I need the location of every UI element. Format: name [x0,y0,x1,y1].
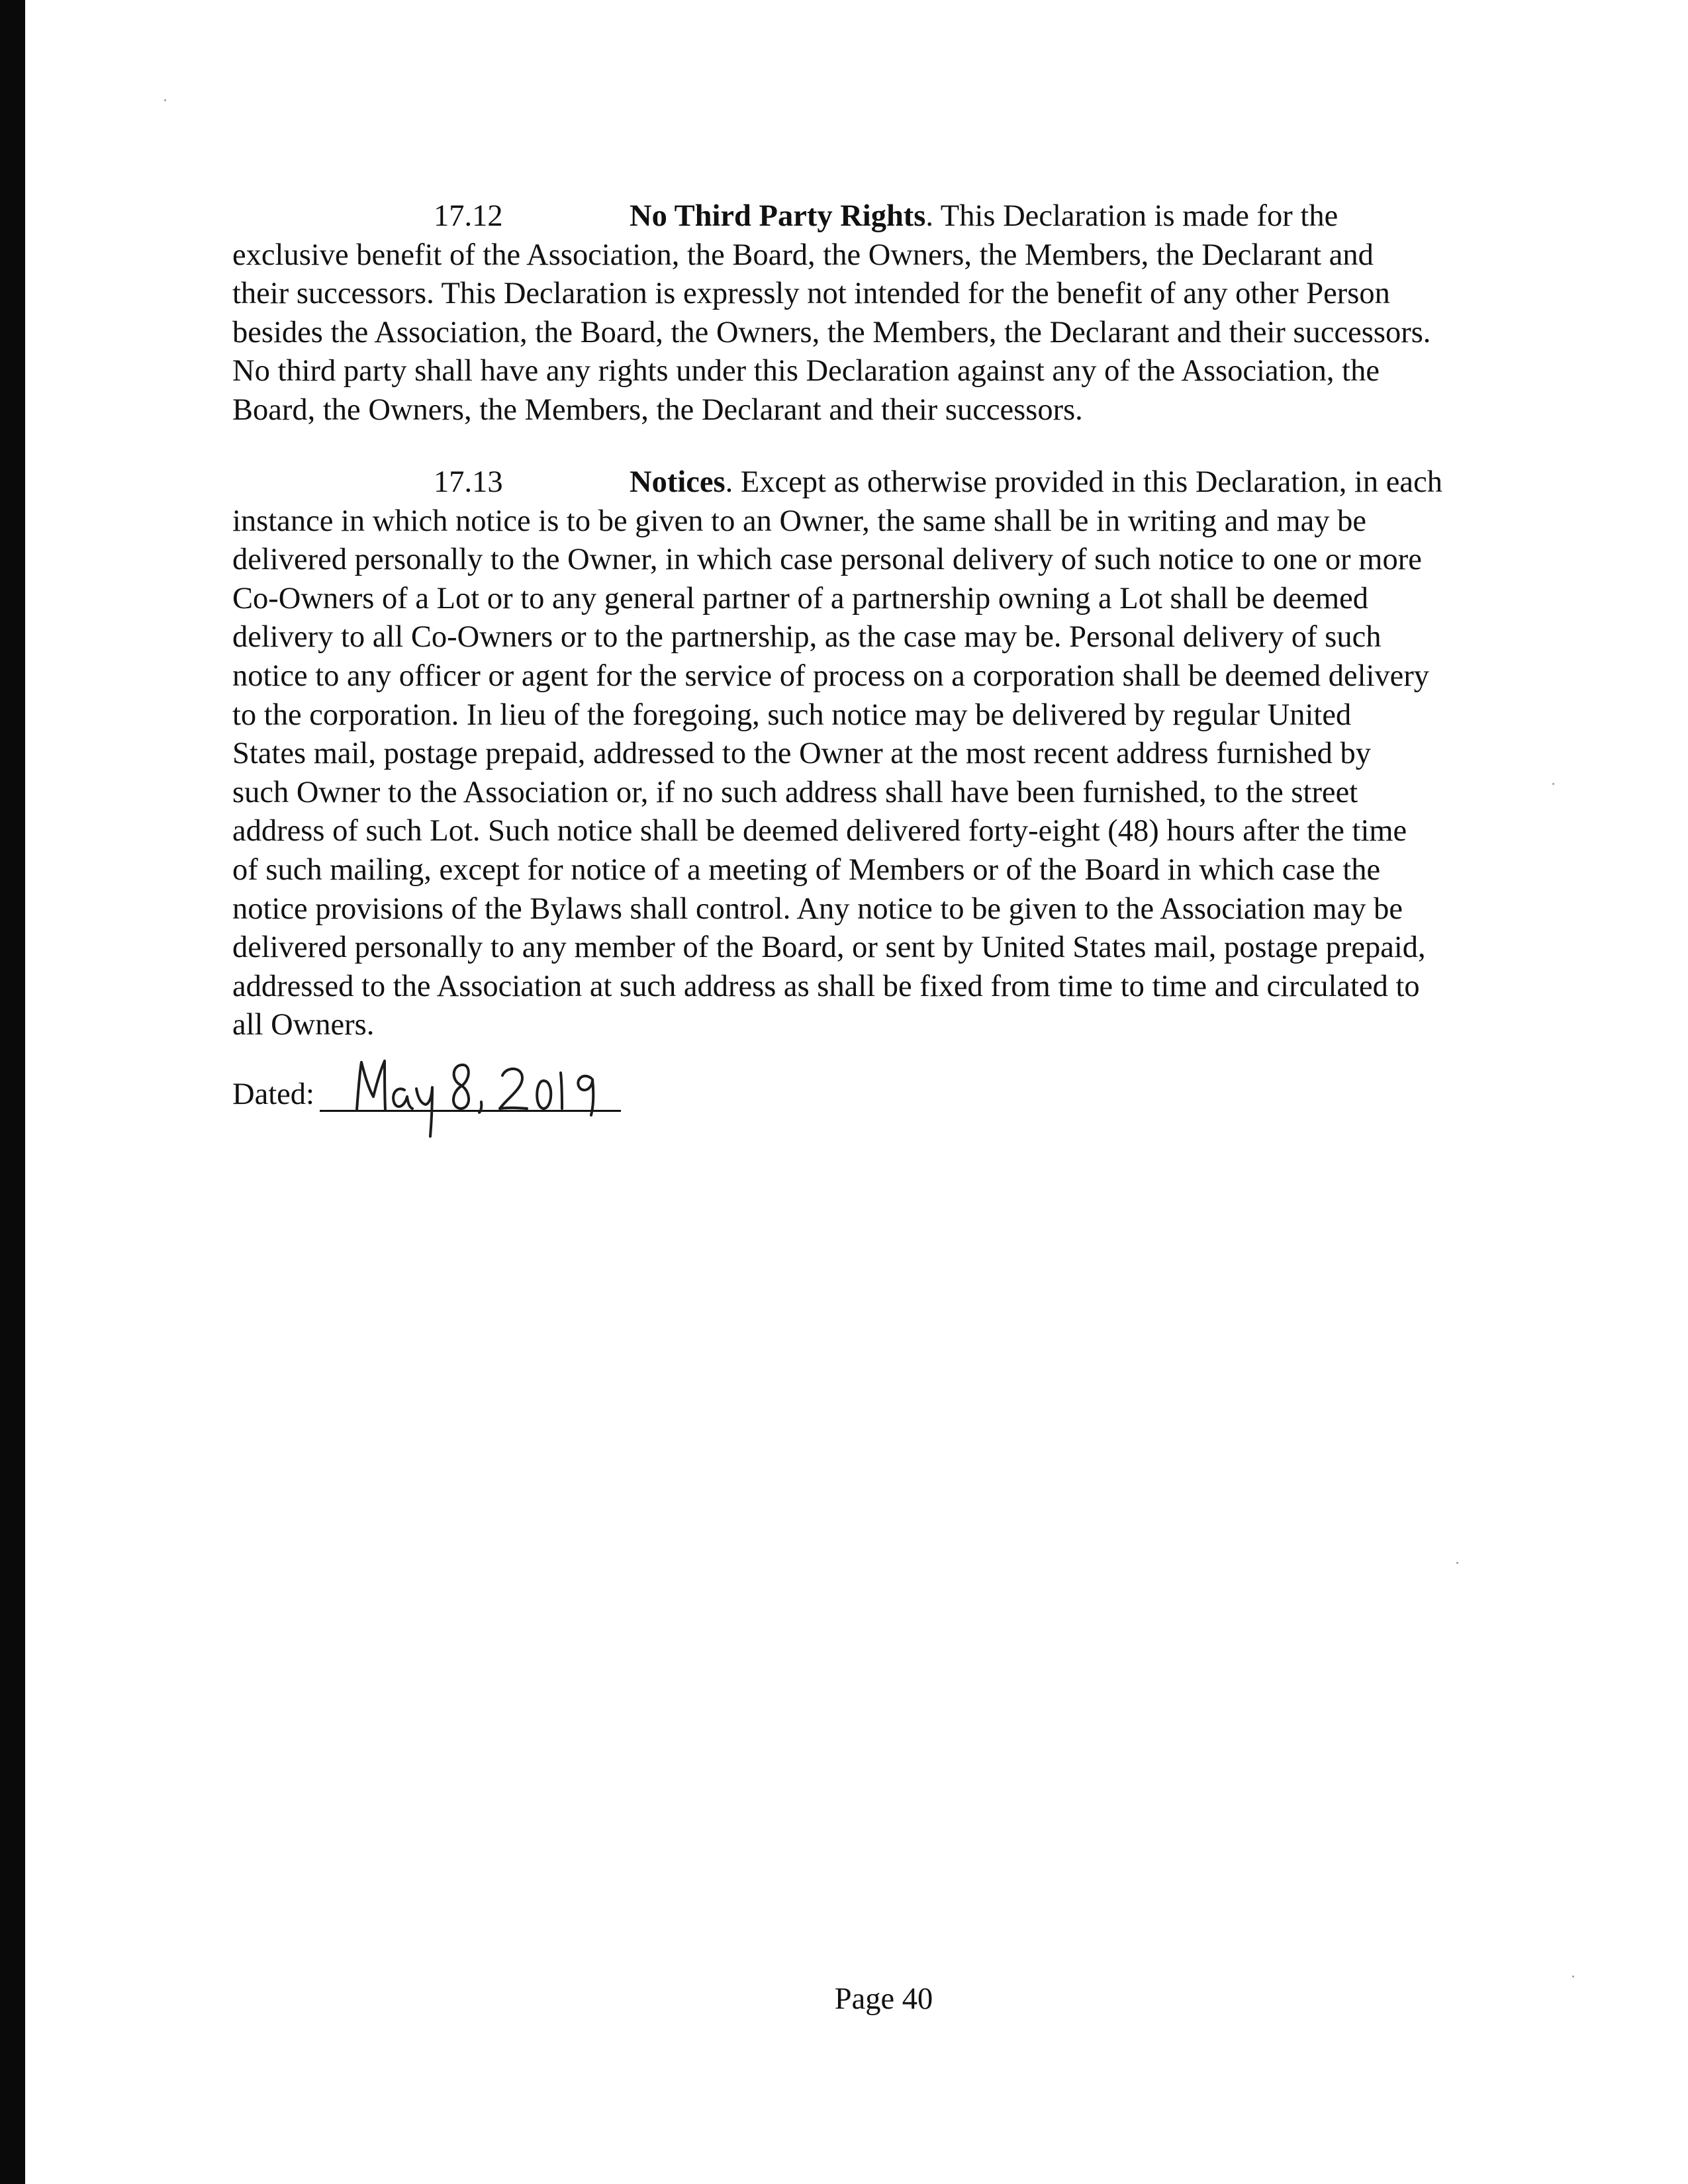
scan-edge-bar [0,0,25,2184]
section-number: 17.12 [434,199,503,233]
section-first-line-text: . Except as otherwise provided in this Declaration, in each [725,465,1442,499]
text-line: notice to any officer or agent for the service of process on a corporation shall be deemed delivery [232,659,1430,693]
section-17-12 [232,197,1530,430]
section-heading: No Third Party Rights [630,199,926,233]
text-line: exclusive benefit of the Association, the Board, the Owners, the Members, the Declarant and [232,238,1374,272]
text-line: delivered personally to the Owner, in which case personal delivery of such notice to one or more [232,543,1422,577]
text-line: States mail, postage prepaid, addressed to the Owner at the most recent address furnished by [232,737,1372,771]
dated-label: Dated: [232,1077,314,1111]
handwritten-date [352,1056,616,1142]
page-number: Page 40 [834,1982,933,2016]
section-first-line-text: . This Declaration is made for the [925,199,1338,233]
scan-speck [164,99,166,101]
section-17-12-first-line [232,197,1530,236]
text-line: notice provisions of the Bylaws shall control. Any notice to be given to the Association may be [232,891,1403,926]
section-number: 17.13 [434,465,503,499]
section-17-13-first-line [232,463,1530,502]
dated-field [232,1056,762,1128]
text-line: instance in which notice is to be given to an Owner, the same shall be in writing and may be [232,504,1367,538]
scan-speck [1552,783,1554,785]
text-line: delivery to all Co-Owners or to the partnership, as the case may be. Personal delivery of such [232,620,1382,655]
page-footer [0,1980,1688,2019]
scan-speck [1456,1562,1458,1564]
text-line: No third party shall have any rights under this Declaration against any of the Association, the [232,354,1380,388]
text-line: Co-Owners of a Lot or to any general partner of a partnership owning a Lot shall be deemed [232,581,1369,615]
scan-speck [1572,1976,1574,1978]
text-line: their successors. This Declaration is expressly not intended for the benefit of any other Person [232,277,1390,311]
text-line: such Owner to the Association or, if no such address shall have been furnished, to the street [232,775,1358,809]
section-heading: Notices [630,465,726,499]
text-line: of such mailing, except for notice of a meeting of Members or of the Board in which case the [232,852,1381,887]
text-line: addressed to the Association at such address as shall be fixed from time to time and circulated to [232,969,1420,1003]
text-line: all Owners. [232,1008,375,1042]
text-line: Board, the Owners, the Members, the Declarant and their successors. [232,392,1083,427]
text-line: delivered personally to any member of the Board, or sent by United States mail, postage prepaid, [232,931,1426,965]
section-17-13 [232,463,1530,1045]
text-line: besides the Association, the Board, the Owners, the Members, the Declarant and their successors. [232,315,1431,349]
text-line: address of such Lot. Such notice shall be deemed delivered forty-eight (48) hours after the time [232,814,1407,848]
text-line: to the corporation. In lieu of the foregoing, such notice may be delivered by regular United [232,698,1352,732]
